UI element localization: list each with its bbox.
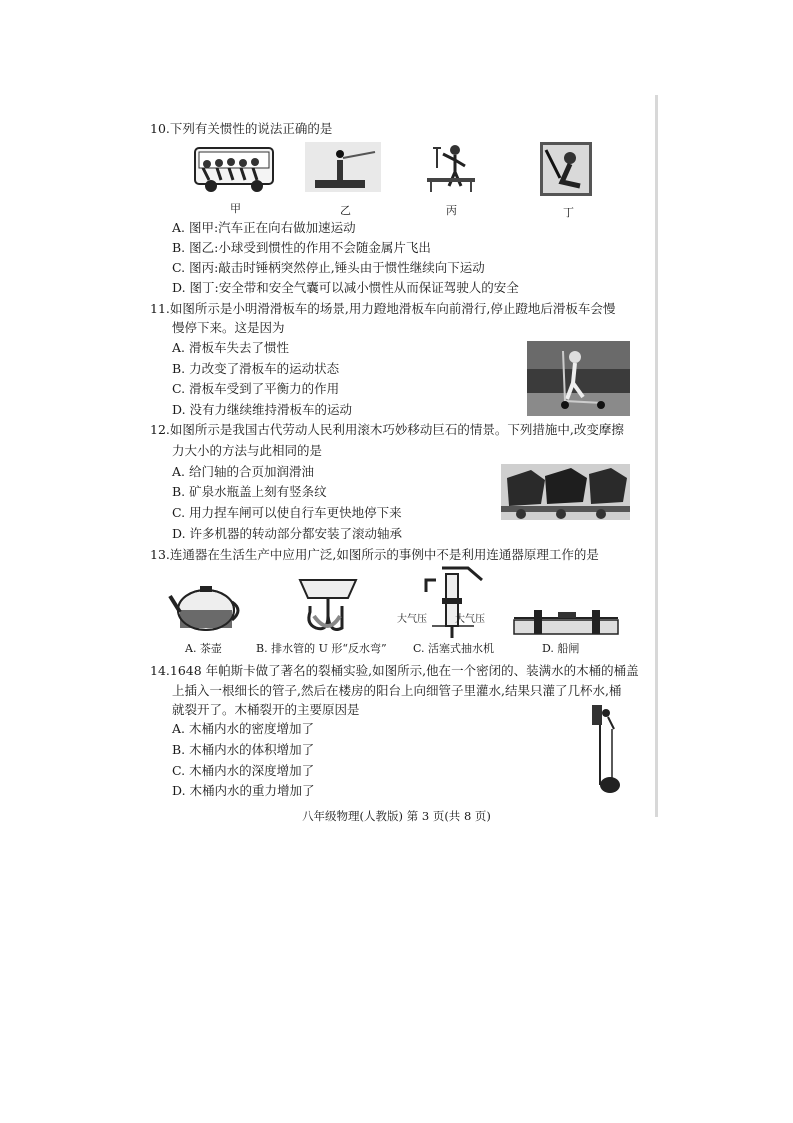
figure-bus [193,142,275,194]
q14-option-a: A. 木桶内水的密度增加了 [172,721,314,736]
q11-stem-line2: 慢停下来。这是因为 [172,320,285,335]
q12-stem-line1: 12.如图所示是我国古代劳动人民利用滚木巧妙移动巨石的情景。下列措施中,改变摩擦 [150,422,624,437]
q12-stem-line2: 力大小的方法与此相同的是 [172,443,323,458]
q10-stem: 10.下列有关惯性的说法正确的是 [150,121,333,136]
q14-option-d: D. 木桶内水的重力增加了 [172,783,315,798]
q11-option-a: A. 滑板车失去了惯性 [172,340,289,355]
q14-option-c: C. 木桶内水的深度增加了 [172,763,315,778]
caption-teapot: A. 茶壶 [185,642,222,655]
caption-ship-lock: D. 船闸 [542,642,580,655]
pump-label-left: 大气压 [397,614,427,625]
q13-stem: 13.连通器在生活生产中应用广泛,如图所示的事例中不是利用连通器原理工作的是 [150,547,599,562]
label-yi: 乙 [340,204,351,217]
q10-option-b: B. 图乙:小球受到惯性的作用不会随金属片飞出 [172,240,431,255]
figure-ship-lock [512,602,620,636]
caption-piston-pump: C. 活塞式抽水机 [413,642,495,655]
q11-option-d: D. 没有力继续维持滑板车的运动 [172,402,353,417]
q12-option-b: B. 矿泉水瓶盖上刻有竖条纹 [172,484,327,499]
pump-label-right: 大气压 [455,614,485,625]
label-ding: 丁 [563,206,574,219]
q14-stem-line3: 就裂开了。木桶裂开的主要原因是 [172,702,360,717]
q14-stem-line1: 14.1648 年帕斯卡做了著名的裂桶实验,如图所示,他在一个密闭的、装满水的木桶的桶盖 [150,663,639,678]
q12-option-c: C. 用力捏车闸可以使自行车更快地停下来 [172,505,402,520]
q14-option-b: B. 木桶内水的体积增加了 [172,742,315,757]
page-footer: 八年级物理(人教版) 第 3 页(共 8 页) [302,809,491,823]
q11-option-c: C. 滑板车受到了平衡力的作用 [172,381,340,396]
figure-u-trap [296,576,360,638]
q10-option-d: D. 图丁:安全带和安全气囊可以减小惯性从而保证驾驶人的安全 [172,280,519,295]
caption-u-trap: B. 排水管的 U 形“反水弯” [256,642,387,655]
q10-option-c: C. 图丙:敲击时锤柄突然停止,锤头由于惯性继续向下运动 [172,260,485,275]
photo-scooter [527,341,630,416]
figure-pascal-barrel [590,703,622,795]
photo-rolling-logs [501,464,630,520]
label-jia: 甲 [230,202,241,215]
figure-piston-pump [412,562,492,640]
figure-driver-airbag [540,142,592,196]
page-edge [655,95,658,817]
q11-stem-line1: 11.如图所示是小明滑滑板车的场景,用力蹬地滑板车向前滑行,停止蹬地后滑板车会慢 [150,301,616,316]
q11-option-b: B. 力改变了滑板车的运动状态 [172,361,340,376]
q10-option-a: A. 图甲:汽车正在向右做加速运动 [172,220,356,235]
figure-hammer-bench [423,142,479,194]
label-bing: 丙 [446,204,457,217]
q12-option-d: D. 许多机器的转动部分都安装了滚动轴承 [172,526,403,541]
figure-ball-on-stand [305,142,381,192]
figure-teapot [168,582,242,632]
q14-stem-line2: 上插入一根细长的管子,然后在楼房的阳台上向细管子里灌水,结果只灌了几杯水,桶 [172,683,622,698]
q12-option-a: A. 给门轴的合页加润滑油 [172,464,314,479]
